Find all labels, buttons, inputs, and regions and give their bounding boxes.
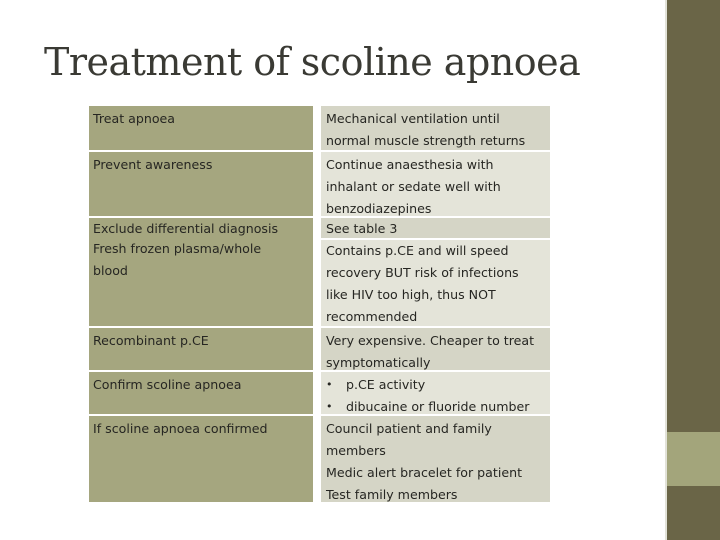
table-row-prevent-awareness	[89, 150, 313, 216]
side-accent-block	[667, 432, 720, 486]
table-row-if-confirmed	[89, 414, 313, 502]
table-row-recombinant-pce	[89, 326, 313, 370]
row-label: Treat apnoea	[93, 111, 176, 126]
table-right-column	[321, 106, 550, 502]
cell-text: like HIV too high, thus NOT	[326, 287, 496, 303]
table-cell-see-table	[321, 216, 550, 238]
bullet-item	[326, 396, 546, 414]
cell-text: Continue anaesthesia with	[326, 157, 494, 172]
table-row-confirm-scoline-apnoea	[89, 370, 313, 414]
cell-text: Very expensive. Cheaper to treat	[326, 333, 535, 348]
cell-text: Mechanical ventilation until	[326, 111, 500, 126]
row-label: If scoline apnoea confirmed	[93, 421, 268, 436]
table-cell-confirm-tests	[321, 370, 550, 414]
cell-text: normal muscle strength returns	[326, 133, 526, 149]
row-label: Recombinant p.CE	[93, 333, 209, 348]
table-row-exclude-differential	[89, 216, 313, 238]
table-row-treat-apnoea	[89, 106, 313, 150]
cell-text: symptomatically	[326, 355, 431, 370]
table-row-fresh-frozen-plasma	[89, 238, 313, 326]
table-left-column	[89, 106, 313, 502]
cell-text: Contains p.CE and will speed	[326, 243, 509, 258]
table-cell-expensive	[321, 326, 550, 370]
table-cell-ventilation	[321, 106, 550, 150]
bullet-item	[326, 374, 546, 396]
slide-title: Treatment of scoline apnoea	[44, 40, 581, 84]
row-label: Fresh frozen plasma/whole	[93, 241, 262, 256]
table-cell-anaesthesia	[321, 150, 550, 216]
table-cell-plasma-details	[321, 238, 550, 326]
cell-text: members	[326, 443, 386, 459]
table-cell-counselling	[321, 414, 550, 502]
cell-text: Council patient and family	[326, 421, 492, 436]
row-label: blood	[93, 263, 128, 279]
cell-text: benzodiazepines	[326, 201, 432, 216]
cell-text: Medic alert bracelet for patient	[326, 465, 523, 481]
bullet-icon: •	[326, 400, 333, 414]
cell-text: recovery BUT risk of infections	[326, 265, 519, 281]
row-label: Prevent awareness	[93, 157, 213, 172]
row-label: Exclude differential diagnosis	[93, 221, 279, 236]
cell-text: recommended	[326, 309, 418, 325]
bullet-icon: •	[326, 378, 333, 391]
row-label: Confirm scoline apnoea	[93, 377, 242, 392]
cell-text: See table 3	[326, 221, 398, 236]
cell-text: Test family members	[326, 487, 458, 502]
cell-text: inhalant or sedate well with	[326, 179, 501, 195]
cell-text: dibucaine or fluoride number	[346, 399, 530, 414]
cell-text: p.CE activity	[346, 377, 426, 392]
